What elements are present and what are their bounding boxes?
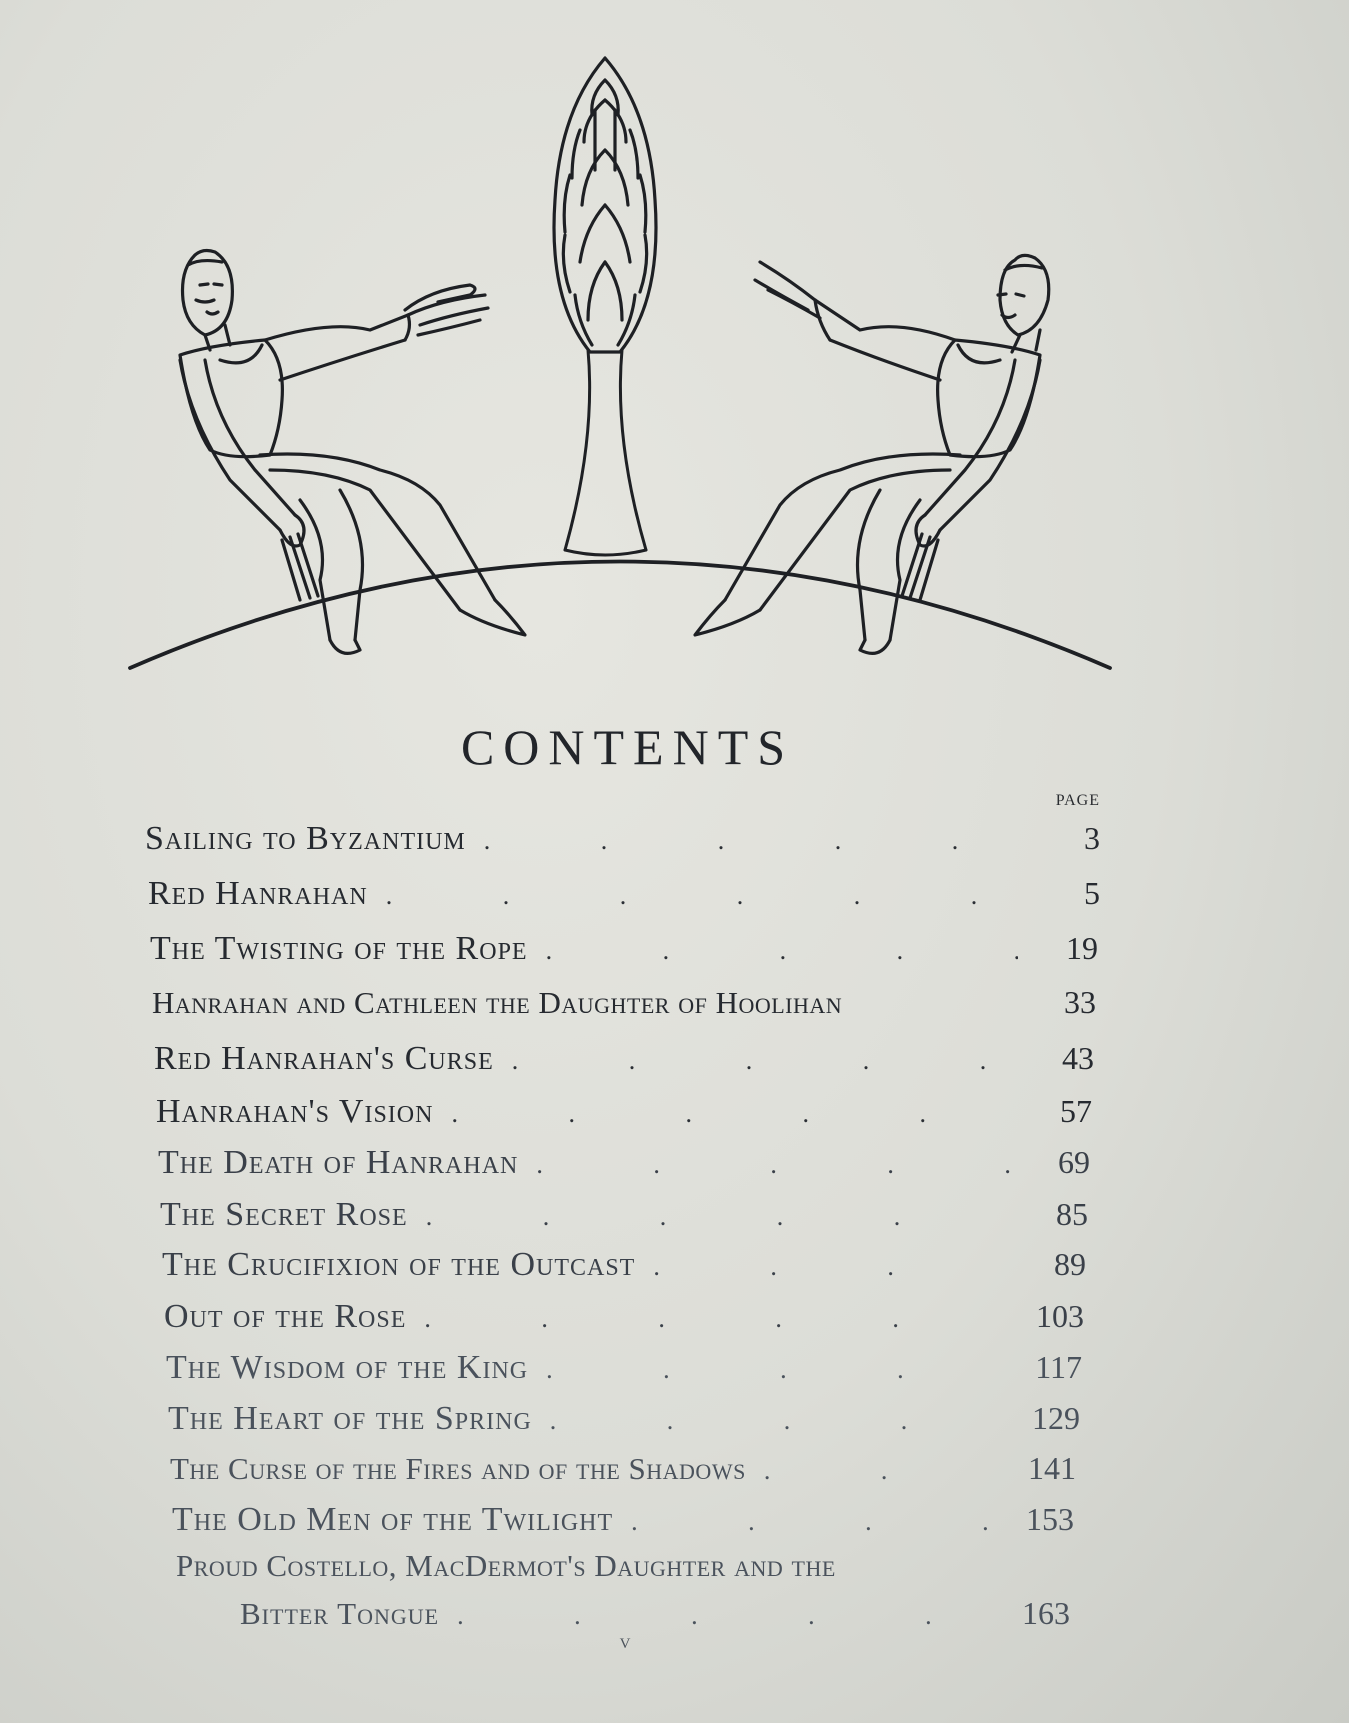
toc-entry-page: 69	[1058, 1144, 1090, 1180]
toc-entry[interactable]	[158, 1144, 1090, 1184]
toc-entry-title: Hanrahan's Vision	[156, 1093, 434, 1130]
toc-entry[interactable]	[170, 1450, 1076, 1490]
toc-entry[interactable]	[168, 1400, 1080, 1440]
dot-leaders	[406, 1304, 1004, 1334]
toc-entry-title: The Old Men of the Twilight	[172, 1501, 614, 1538]
toc-entry-title: The Wisdom of the King	[166, 1349, 529, 1386]
toc-entry-title: Hanrahan and Cathleen the Daughter of Hoolihan	[152, 985, 843, 1020]
toc-entry-title: Out of the Rose	[164, 1298, 407, 1335]
dot-leaders	[528, 1355, 1002, 1385]
toc-entry[interactable]	[148, 875, 1100, 915]
toc-entry[interactable]	[160, 1196, 1088, 1236]
toc-entry-page: 19	[1066, 930, 1098, 966]
toc-entry[interactable]	[176, 1548, 996, 1588]
toc-entry-title: The Twisting of the Rope	[150, 930, 528, 967]
dot-leaders	[408, 1202, 1008, 1232]
toc-entry-page: 5	[1084, 875, 1100, 911]
dot-leaders	[368, 881, 1020, 911]
dot-leaders	[746, 1456, 996, 1486]
toc-entry-title: The Secret Rose	[160, 1196, 408, 1233]
dot-leaders	[518, 1150, 1010, 1180]
dot-leaders	[613, 1507, 994, 1537]
dot-leaders	[528, 936, 1018, 966]
toc-entry-page: 85	[1056, 1196, 1088, 1232]
toc-entry-title-line2: Bitter Tongue	[240, 1596, 440, 1631]
toc-entry[interactable]	[145, 820, 1100, 860]
toc-entry-page: 3	[1084, 820, 1100, 856]
toc-entry-page: 141	[1028, 1450, 1076, 1486]
dot-leaders	[532, 1406, 1000, 1436]
toc-entry-title: Proud Costello, MacDermot's Daughter and the	[176, 1548, 836, 1583]
toc-entry-title: The Crucifixion of the Outcast	[162, 1246, 636, 1283]
toc-entry[interactable]	[166, 1349, 1082, 1389]
toc-entry-title: The Death of Hanrahan	[158, 1144, 519, 1181]
toc-entry-page: 163	[1022, 1595, 1070, 1631]
dot-leaders	[433, 1099, 1012, 1129]
page-folio: v	[619, 1628, 631, 1653]
toc-entry-title: Sailing to Byzantium	[145, 820, 466, 857]
toc-entry[interactable]	[156, 1093, 1092, 1133]
toc-entry-page: 89	[1054, 1246, 1086, 1282]
toc-entry-page: 33	[1064, 984, 1096, 1020]
toc-entry-page: 43	[1062, 1040, 1094, 1076]
toc-entry[interactable]	[162, 1246, 1086, 1286]
toc-entry-title: Red Hanrahan's Curse	[154, 1040, 494, 1077]
toc-entry-continuation[interactable]	[240, 1595, 1070, 1635]
toc-entry-page: 103	[1036, 1298, 1084, 1334]
toc-entry-page: 117	[1035, 1349, 1082, 1385]
toc-entry-title: The Heart of the Spring	[168, 1400, 532, 1437]
toc-entry-title: Red Hanrahan	[148, 875, 368, 912]
toc-entry-title: The Curse of the Fires and of the Shadows	[170, 1451, 746, 1486]
toc-entry[interactable]	[172, 1501, 1074, 1541]
page-column-label: PAGE	[1055, 792, 1100, 809]
dot-leaders	[466, 826, 1020, 856]
dot-leaders	[635, 1252, 1006, 1282]
toc-entry-page: 153	[1026, 1501, 1074, 1537]
toc-entry[interactable]	[152, 984, 1096, 1024]
toc-entry-page: 57	[1060, 1093, 1092, 1129]
contents-heading: CONTENTS	[460, 719, 795, 775]
dot-leaders	[439, 1601, 990, 1631]
toc-entry-page: 129	[1032, 1400, 1080, 1436]
toc-entry[interactable]	[164, 1298, 1084, 1338]
dot-leaders	[494, 1046, 1014, 1076]
toc-entry[interactable]	[150, 930, 1098, 970]
toc-entry[interactable]	[154, 1040, 1094, 1080]
